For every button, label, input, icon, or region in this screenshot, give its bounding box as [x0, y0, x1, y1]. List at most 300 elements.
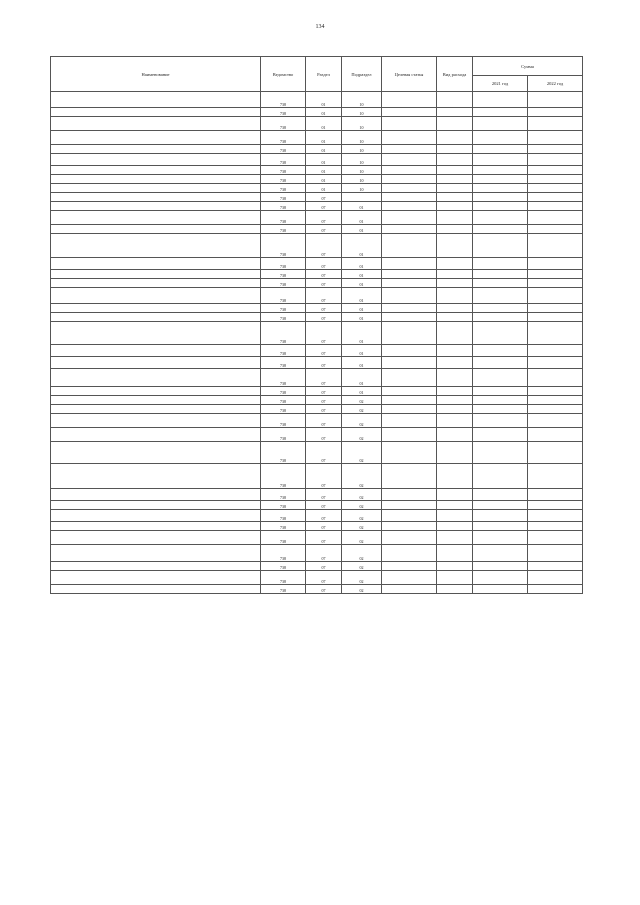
- row-subsection: 01: [342, 270, 382, 279]
- row-subsection: 10: [342, 108, 382, 117]
- row-subsection: 10: [342, 131, 382, 145]
- table-row: [51, 414, 583, 428]
- row-expense-type: [437, 545, 473, 562]
- header-department: Ведомство: [261, 57, 306, 92]
- row-sum-year-1: [473, 405, 528, 414]
- row-target-article: [382, 193, 437, 202]
- row-name: [51, 234, 261, 258]
- row-expense-type: [437, 304, 473, 313]
- row-department: 738: [261, 571, 306, 585]
- row-sum-year-2: [528, 108, 583, 117]
- row-expense-type: [437, 131, 473, 145]
- row-subsection: 10: [342, 92, 382, 108]
- row-name: [51, 464, 261, 489]
- row-subsection: 10: [342, 154, 382, 166]
- row-sum-year-2: [528, 442, 583, 464]
- row-target-article: [382, 202, 437, 211]
- row-subsection: 02: [342, 442, 382, 464]
- row-section: 07: [306, 531, 342, 545]
- row-subsection: 01: [342, 288, 382, 304]
- row-department: 738: [261, 464, 306, 489]
- header-name: Наименование: [51, 57, 261, 92]
- row-section: 07: [306, 562, 342, 571]
- table-row: [51, 522, 583, 531]
- row-expense-type: [437, 345, 473, 357]
- row-department: 738: [261, 108, 306, 117]
- row-sum-year-1: [473, 234, 528, 258]
- row-target-article: [382, 510, 437, 522]
- table-row: [51, 131, 583, 145]
- row-subsection: 02: [342, 464, 382, 489]
- table-row: [51, 501, 583, 510]
- row-section: 07: [306, 345, 342, 357]
- row-name: [51, 428, 261, 442]
- header-year-1: 2021 год: [473, 76, 528, 92]
- row-sum-year-2: [528, 345, 583, 357]
- row-subsection: 02: [342, 396, 382, 405]
- row-section: 07: [306, 202, 342, 211]
- row-sum-year-1: [473, 175, 528, 184]
- row-subsection: 02: [342, 531, 382, 545]
- row-department: 738: [261, 585, 306, 594]
- row-section: 07: [306, 279, 342, 288]
- row-target-article: [382, 522, 437, 531]
- row-section: 07: [306, 211, 342, 225]
- row-subsection: 10: [342, 117, 382, 131]
- table-row: [51, 184, 583, 193]
- row-section: 01: [306, 117, 342, 131]
- header-target-article: Целевая статья: [382, 57, 437, 92]
- row-name: [51, 322, 261, 345]
- table-row: [51, 108, 583, 117]
- row-section: 07: [306, 313, 342, 322]
- table-row: [51, 225, 583, 234]
- row-sum-year-1: [473, 545, 528, 562]
- row-sum-year-2: [528, 531, 583, 545]
- row-department: 738: [261, 288, 306, 304]
- row-expense-type: [437, 369, 473, 387]
- row-subsection: 01: [342, 279, 382, 288]
- row-name: [51, 531, 261, 545]
- row-target-article: [382, 234, 437, 258]
- row-section: 07: [306, 225, 342, 234]
- row-department: 738: [261, 211, 306, 225]
- row-name: [51, 387, 261, 396]
- table-row: [51, 313, 583, 322]
- row-subsection: 10: [342, 145, 382, 154]
- row-expense-type: [437, 92, 473, 108]
- row-target-article: [382, 304, 437, 313]
- row-sum-year-2: [528, 571, 583, 585]
- budget-table: [50, 56, 583, 594]
- row-department: 738: [261, 225, 306, 234]
- row-department: 738: [261, 184, 306, 193]
- row-subsection: 01: [342, 313, 382, 322]
- row-expense-type: [437, 571, 473, 585]
- row-target-article: [382, 442, 437, 464]
- row-subsection: 01: [342, 357, 382, 369]
- row-section: 07: [306, 489, 342, 501]
- row-name: [51, 501, 261, 510]
- row-expense-type: [437, 357, 473, 369]
- row-sum-year-2: [528, 131, 583, 145]
- row-section: 07: [306, 322, 342, 345]
- table-row: [51, 510, 583, 522]
- row-subsection: 02: [342, 562, 382, 571]
- row-section: 07: [306, 270, 342, 279]
- row-sum-year-2: [528, 522, 583, 531]
- row-sum-year-2: [528, 145, 583, 154]
- row-expense-type: [437, 387, 473, 396]
- row-department: 738: [261, 202, 306, 211]
- row-sum-year-1: [473, 501, 528, 510]
- row-sum-year-2: [528, 92, 583, 108]
- row-target-article: [382, 531, 437, 545]
- row-sum-year-2: [528, 489, 583, 501]
- row-subsection: [342, 193, 382, 202]
- row-section: 07: [306, 288, 342, 304]
- table-row: [51, 202, 583, 211]
- row-section: 07: [306, 522, 342, 531]
- row-sum-year-1: [473, 571, 528, 585]
- row-name: [51, 489, 261, 501]
- header-year-2: 2022 год: [528, 76, 583, 92]
- row-subsection: 02: [342, 585, 382, 594]
- row-subsection: 02: [342, 489, 382, 501]
- row-target-article: [382, 270, 437, 279]
- row-expense-type: [437, 313, 473, 322]
- row-name: [51, 108, 261, 117]
- table-row: [51, 396, 583, 405]
- row-subsection: 02: [342, 545, 382, 562]
- row-name: [51, 405, 261, 414]
- row-subsection: 10: [342, 175, 382, 184]
- row-department: 738: [261, 304, 306, 313]
- row-name: [51, 345, 261, 357]
- table-row: [51, 279, 583, 288]
- row-subsection: 02: [342, 571, 382, 585]
- row-section: 07: [306, 304, 342, 313]
- row-expense-type: [437, 270, 473, 279]
- row-name: [51, 184, 261, 193]
- table-row: [51, 211, 583, 225]
- row-sum-year-2: [528, 357, 583, 369]
- row-sum-year-2: [528, 405, 583, 414]
- table-row: [51, 545, 583, 562]
- row-section: 01: [306, 175, 342, 184]
- row-sum-year-1: [473, 414, 528, 428]
- row-sum-year-2: [528, 313, 583, 322]
- row-target-article: [382, 108, 437, 117]
- row-name: [51, 396, 261, 405]
- header-section: Раздел: [306, 57, 342, 92]
- table-row: [51, 442, 583, 464]
- row-section: 07: [306, 501, 342, 510]
- row-sum-year-2: [528, 510, 583, 522]
- row-section: 07: [306, 369, 342, 387]
- row-subsection: 02: [342, 405, 382, 414]
- row-sum-year-1: [473, 510, 528, 522]
- table-body: [51, 92, 583, 594]
- row-name: [51, 131, 261, 145]
- row-section: 01: [306, 166, 342, 175]
- row-subsection: 01: [342, 234, 382, 258]
- row-expense-type: [437, 184, 473, 193]
- row-sum-year-1: [473, 108, 528, 117]
- row-expense-type: [437, 501, 473, 510]
- row-section: 07: [306, 545, 342, 562]
- row-sum-year-1: [473, 211, 528, 225]
- row-sum-year-1: [473, 562, 528, 571]
- row-target-article: [382, 545, 437, 562]
- row-sum-year-1: [473, 531, 528, 545]
- row-expense-type: [437, 108, 473, 117]
- row-sum-year-2: [528, 545, 583, 562]
- row-name: [51, 288, 261, 304]
- row-sum-year-1: [473, 428, 528, 442]
- row-name: [51, 270, 261, 279]
- row-subsection: 10: [342, 184, 382, 193]
- row-target-article: [382, 345, 437, 357]
- row-expense-type: [437, 279, 473, 288]
- row-sum-year-1: [473, 345, 528, 357]
- row-target-article: [382, 166, 437, 175]
- row-sum-year-2: [528, 396, 583, 405]
- row-target-article: [382, 313, 437, 322]
- row-sum-year-2: [528, 428, 583, 442]
- row-name: [51, 414, 261, 428]
- row-section: 07: [306, 357, 342, 369]
- row-sum-year-2: [528, 464, 583, 489]
- row-subsection: 01: [342, 322, 382, 345]
- table-row: [51, 270, 583, 279]
- table-row: [51, 531, 583, 545]
- row-expense-type: [437, 322, 473, 345]
- row-subsection: 01: [342, 258, 382, 270]
- row-target-article: [382, 464, 437, 489]
- row-target-article: [382, 414, 437, 428]
- row-section: 07: [306, 258, 342, 270]
- row-sum-year-1: [473, 258, 528, 270]
- row-target-article: [382, 117, 437, 131]
- row-sum-year-1: [473, 396, 528, 405]
- row-target-article: [382, 175, 437, 184]
- row-name: [51, 357, 261, 369]
- row-department: 738: [261, 501, 306, 510]
- row-name: [51, 585, 261, 594]
- row-department: 738: [261, 345, 306, 357]
- row-subsection: 01: [342, 345, 382, 357]
- row-section: 01: [306, 154, 342, 166]
- table-row: [51, 304, 583, 313]
- row-name: [51, 211, 261, 225]
- row-sum-year-1: [473, 193, 528, 202]
- row-name: [51, 313, 261, 322]
- row-department: 738: [261, 357, 306, 369]
- row-subsection: 02: [342, 501, 382, 510]
- table-row: [51, 92, 583, 108]
- row-department: 738: [261, 369, 306, 387]
- row-expense-type: [437, 175, 473, 184]
- row-department: 738: [261, 531, 306, 545]
- row-target-article: [382, 585, 437, 594]
- row-sum-year-2: [528, 304, 583, 313]
- row-target-article: [382, 369, 437, 387]
- table-row: [51, 369, 583, 387]
- row-department: 738: [261, 279, 306, 288]
- row-name: [51, 562, 261, 571]
- row-sum-year-2: [528, 202, 583, 211]
- row-sum-year-2: [528, 279, 583, 288]
- row-expense-type: [437, 414, 473, 428]
- row-department: 738: [261, 258, 306, 270]
- row-subsection: 01: [342, 369, 382, 387]
- row-sum-year-2: [528, 117, 583, 131]
- row-expense-type: [437, 531, 473, 545]
- row-department: 738: [261, 175, 306, 184]
- row-target-article: [382, 279, 437, 288]
- row-target-article: [382, 396, 437, 405]
- row-section: 07: [306, 428, 342, 442]
- row-name: [51, 545, 261, 562]
- row-sum-year-1: [473, 387, 528, 396]
- row-sum-year-2: [528, 193, 583, 202]
- table-row: [51, 258, 583, 270]
- row-department: 738: [261, 131, 306, 145]
- table-row: [51, 562, 583, 571]
- row-subsection: 02: [342, 522, 382, 531]
- table-row: [51, 489, 583, 501]
- page-number: 134: [315, 24, 325, 30]
- table-row: [51, 571, 583, 585]
- row-target-article: [382, 258, 437, 270]
- row-department: 738: [261, 510, 306, 522]
- table-row: [51, 154, 583, 166]
- row-sum-year-2: [528, 562, 583, 571]
- row-name: [51, 92, 261, 108]
- table-row: [51, 166, 583, 175]
- row-department: 738: [261, 414, 306, 428]
- row-name: [51, 510, 261, 522]
- row-target-article: [382, 225, 437, 234]
- row-target-article: [382, 501, 437, 510]
- row-subsection: 01: [342, 387, 382, 396]
- row-target-article: [382, 405, 437, 414]
- row-subsection: 01: [342, 304, 382, 313]
- row-department: 738: [261, 322, 306, 345]
- row-target-article: [382, 322, 437, 345]
- row-sum-year-1: [473, 369, 528, 387]
- row-section: 07: [306, 464, 342, 489]
- row-department: 738: [261, 428, 306, 442]
- row-section: 07: [306, 396, 342, 405]
- row-section: 01: [306, 184, 342, 193]
- row-sum-year-1: [473, 202, 528, 211]
- row-sum-year-1: [473, 131, 528, 145]
- row-expense-type: [437, 405, 473, 414]
- row-department: 738: [261, 193, 306, 202]
- row-sum-year-1: [473, 313, 528, 322]
- row-section: 07: [306, 571, 342, 585]
- row-sum-year-2: [528, 225, 583, 234]
- row-department: 738: [261, 545, 306, 562]
- row-sum-year-1: [473, 184, 528, 193]
- row-sum-year-1: [473, 288, 528, 304]
- row-sum-year-1: [473, 166, 528, 175]
- row-department: 738: [261, 234, 306, 258]
- row-sum-year-2: [528, 585, 583, 594]
- row-expense-type: [437, 258, 473, 270]
- row-sum-year-2: [528, 184, 583, 193]
- row-expense-type: [437, 510, 473, 522]
- row-department: 738: [261, 405, 306, 414]
- row-name: [51, 522, 261, 531]
- row-expense-type: [437, 585, 473, 594]
- header-subsection: Подраздел: [342, 57, 382, 92]
- row-department: 738: [261, 387, 306, 396]
- row-department: 738: [261, 313, 306, 322]
- row-sum-year-1: [473, 117, 528, 131]
- row-name: [51, 304, 261, 313]
- row-target-article: [382, 357, 437, 369]
- table-row: [51, 175, 583, 184]
- row-section: 07: [306, 585, 342, 594]
- row-department: 738: [261, 166, 306, 175]
- row-sum-year-1: [473, 270, 528, 279]
- row-section: 07: [306, 510, 342, 522]
- row-target-article: [382, 154, 437, 166]
- row-section: 07: [306, 234, 342, 258]
- row-expense-type: [437, 489, 473, 501]
- row-sum-year-2: [528, 414, 583, 428]
- row-department: 738: [261, 442, 306, 464]
- row-subsection: 02: [342, 414, 382, 428]
- table-row: [51, 357, 583, 369]
- row-department: 738: [261, 92, 306, 108]
- row-sum-year-1: [473, 442, 528, 464]
- row-sum-year-1: [473, 489, 528, 501]
- row-subsection: 01: [342, 225, 382, 234]
- row-target-article: [382, 211, 437, 225]
- row-department: 738: [261, 154, 306, 166]
- row-department: 738: [261, 396, 306, 405]
- row-sum-year-1: [473, 585, 528, 594]
- row-name: [51, 166, 261, 175]
- row-sum-year-2: [528, 270, 583, 279]
- row-target-article: [382, 184, 437, 193]
- row-expense-type: [437, 117, 473, 131]
- row-section: 07: [306, 387, 342, 396]
- row-subsection: 01: [342, 211, 382, 225]
- row-expense-type: [437, 145, 473, 154]
- row-subsection: 02: [342, 428, 382, 442]
- row-section: 01: [306, 131, 342, 145]
- row-section: 07: [306, 414, 342, 428]
- row-expense-type: [437, 166, 473, 175]
- row-target-article: [382, 288, 437, 304]
- row-target-article: [382, 489, 437, 501]
- row-expense-type: [437, 234, 473, 258]
- row-section: 07: [306, 442, 342, 464]
- table-row: [51, 193, 583, 202]
- table-row: [51, 234, 583, 258]
- row-target-article: [382, 428, 437, 442]
- row-sum-year-1: [473, 92, 528, 108]
- table-row: [51, 387, 583, 396]
- row-department: 738: [261, 145, 306, 154]
- row-expense-type: [437, 288, 473, 304]
- row-target-article: [382, 131, 437, 145]
